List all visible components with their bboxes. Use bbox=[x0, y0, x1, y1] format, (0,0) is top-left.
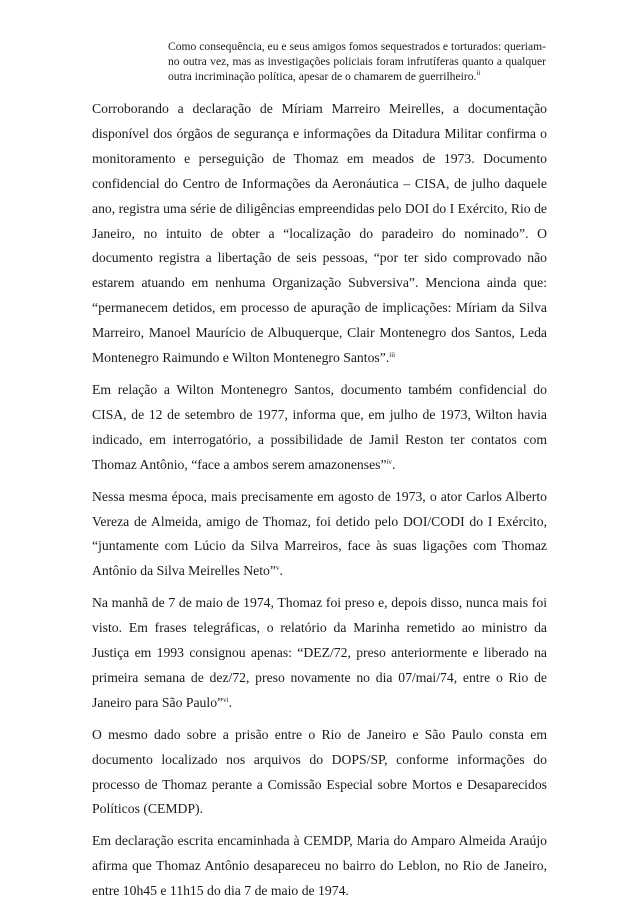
footnote-ref-vi: vi bbox=[223, 695, 229, 704]
footnote-ref-ii: ii bbox=[476, 68, 481, 77]
quote-text: Como consequência, eu e seus amigos fomos sequestrados e torturados: queriam-no outra vez, mas as investigações policiais foram infrutíferas quanto a qualquer outra incriminação política, apesar de o chamarem de guerrilheiro. bbox=[168, 40, 546, 83]
paragraph-2 bbox=[92, 378, 547, 478]
paragraph-4-text: Na manhã de 7 de maio de 1974, Thomaz foi preso e, depois disso, nunca mais foi visto. Em frases telegráficas, o relatório da Marinha remetido ao ministro da Justiça em 1993 consignou apenas: “DEZ/72, preso anteriormente e liberado na primeira semana de dez/72, preso novamente no dia 07/mai/74, entre o Rio de Janeiro para São Paulo” bbox=[92, 595, 547, 710]
paragraph-5-text: O mesmo dado sobre a prisão entre o Rio de Janeiro e São Paulo consta em documento localizado nos arquivos do DOPS/SP, conforme informações do processo de Thomaz perante a Comissão Especial sobre Mortos e Desaparecidos Políticos (CEMDP). bbox=[92, 726, 547, 817]
paragraph-3-text: Nessa mesma época, mais precisamente em agosto de 1973, o ator Carlos Alberto Vereza de Almeida, amigo de Thomaz, foi detido pelo DOI/CODI do I Exército, “juntamente com Lúcio da Silva Marreiros, face às suas ligações com Thomaz Antônio da Silva Meirelles Neto” bbox=[92, 488, 547, 579]
body-text bbox=[92, 97, 547, 911]
paragraph-4-tail: . bbox=[228, 694, 233, 710]
footnote-ref-v: v bbox=[275, 564, 280, 573]
footnote-ref-iv: iv bbox=[386, 457, 392, 466]
paragraph-3-tail: . bbox=[279, 563, 283, 579]
paragraph-2-text: Em relação a Wilton Montenegro Santos, documento também confidencial do CISA, de 12 de setembro de 1977, informa que, em julho de 1973, Wilton havia indicado, em interrogatório, a possibilidade de Jamil Reston ter contatos com Thomaz Antônio, “face a ambos serem amazonenses” bbox=[92, 381, 547, 472]
paragraph-5 bbox=[92, 723, 547, 823]
paragraph-6-text: Em declaração escrita encaminhada à CEMDP, Maria do Amparo Almeida Araújo afirma que Thomaz Antônio desapareceu no bairro do Leblon, no Rio de Janeiro, entre 10h45 e 11h15 do dia 7 de maio de 1974. bbox=[92, 833, 547, 899]
paragraph-3 bbox=[92, 485, 547, 585]
footnote-ref-iii: iii bbox=[389, 351, 396, 360]
paragraph-1-text: Corroborando a declaração de Míriam Marreiro Meirelles, a documentação disponível dos órgãos de segurança e informações da Ditadura Militar confirma o monitoramento e perseguição de Thomaz em meados de 1973. Documento confidencial do Centro de Informações da Aeronáutica – CISA, de julho daquele ano, registra uma série de diligências empreendidas pelo DOI do I Exército, Rio de Janeiro, no intuito de obter a “localização do paradeiro do nominado”. O documento registra a libertação de seis pessoas, “por ter sido comprovado não estarem atuando em nenhuma Organização Subversiva”. Menciona ainda que: “permanecem detidos, em processo de apuração de implicações: Míriam da Silva Marreiro, Manoel Maurício de Albuquerque, Clair Montenegro dos Santos, Leda Montenegro Raimundo e Wilton Montenegro Santos”. bbox=[92, 101, 547, 366]
block-quote bbox=[168, 40, 546, 84]
paragraph-2-tail: . bbox=[392, 456, 396, 472]
paragraph-1 bbox=[92, 97, 547, 371]
paragraph-4 bbox=[92, 591, 547, 716]
paragraph-6 bbox=[92, 829, 547, 904]
